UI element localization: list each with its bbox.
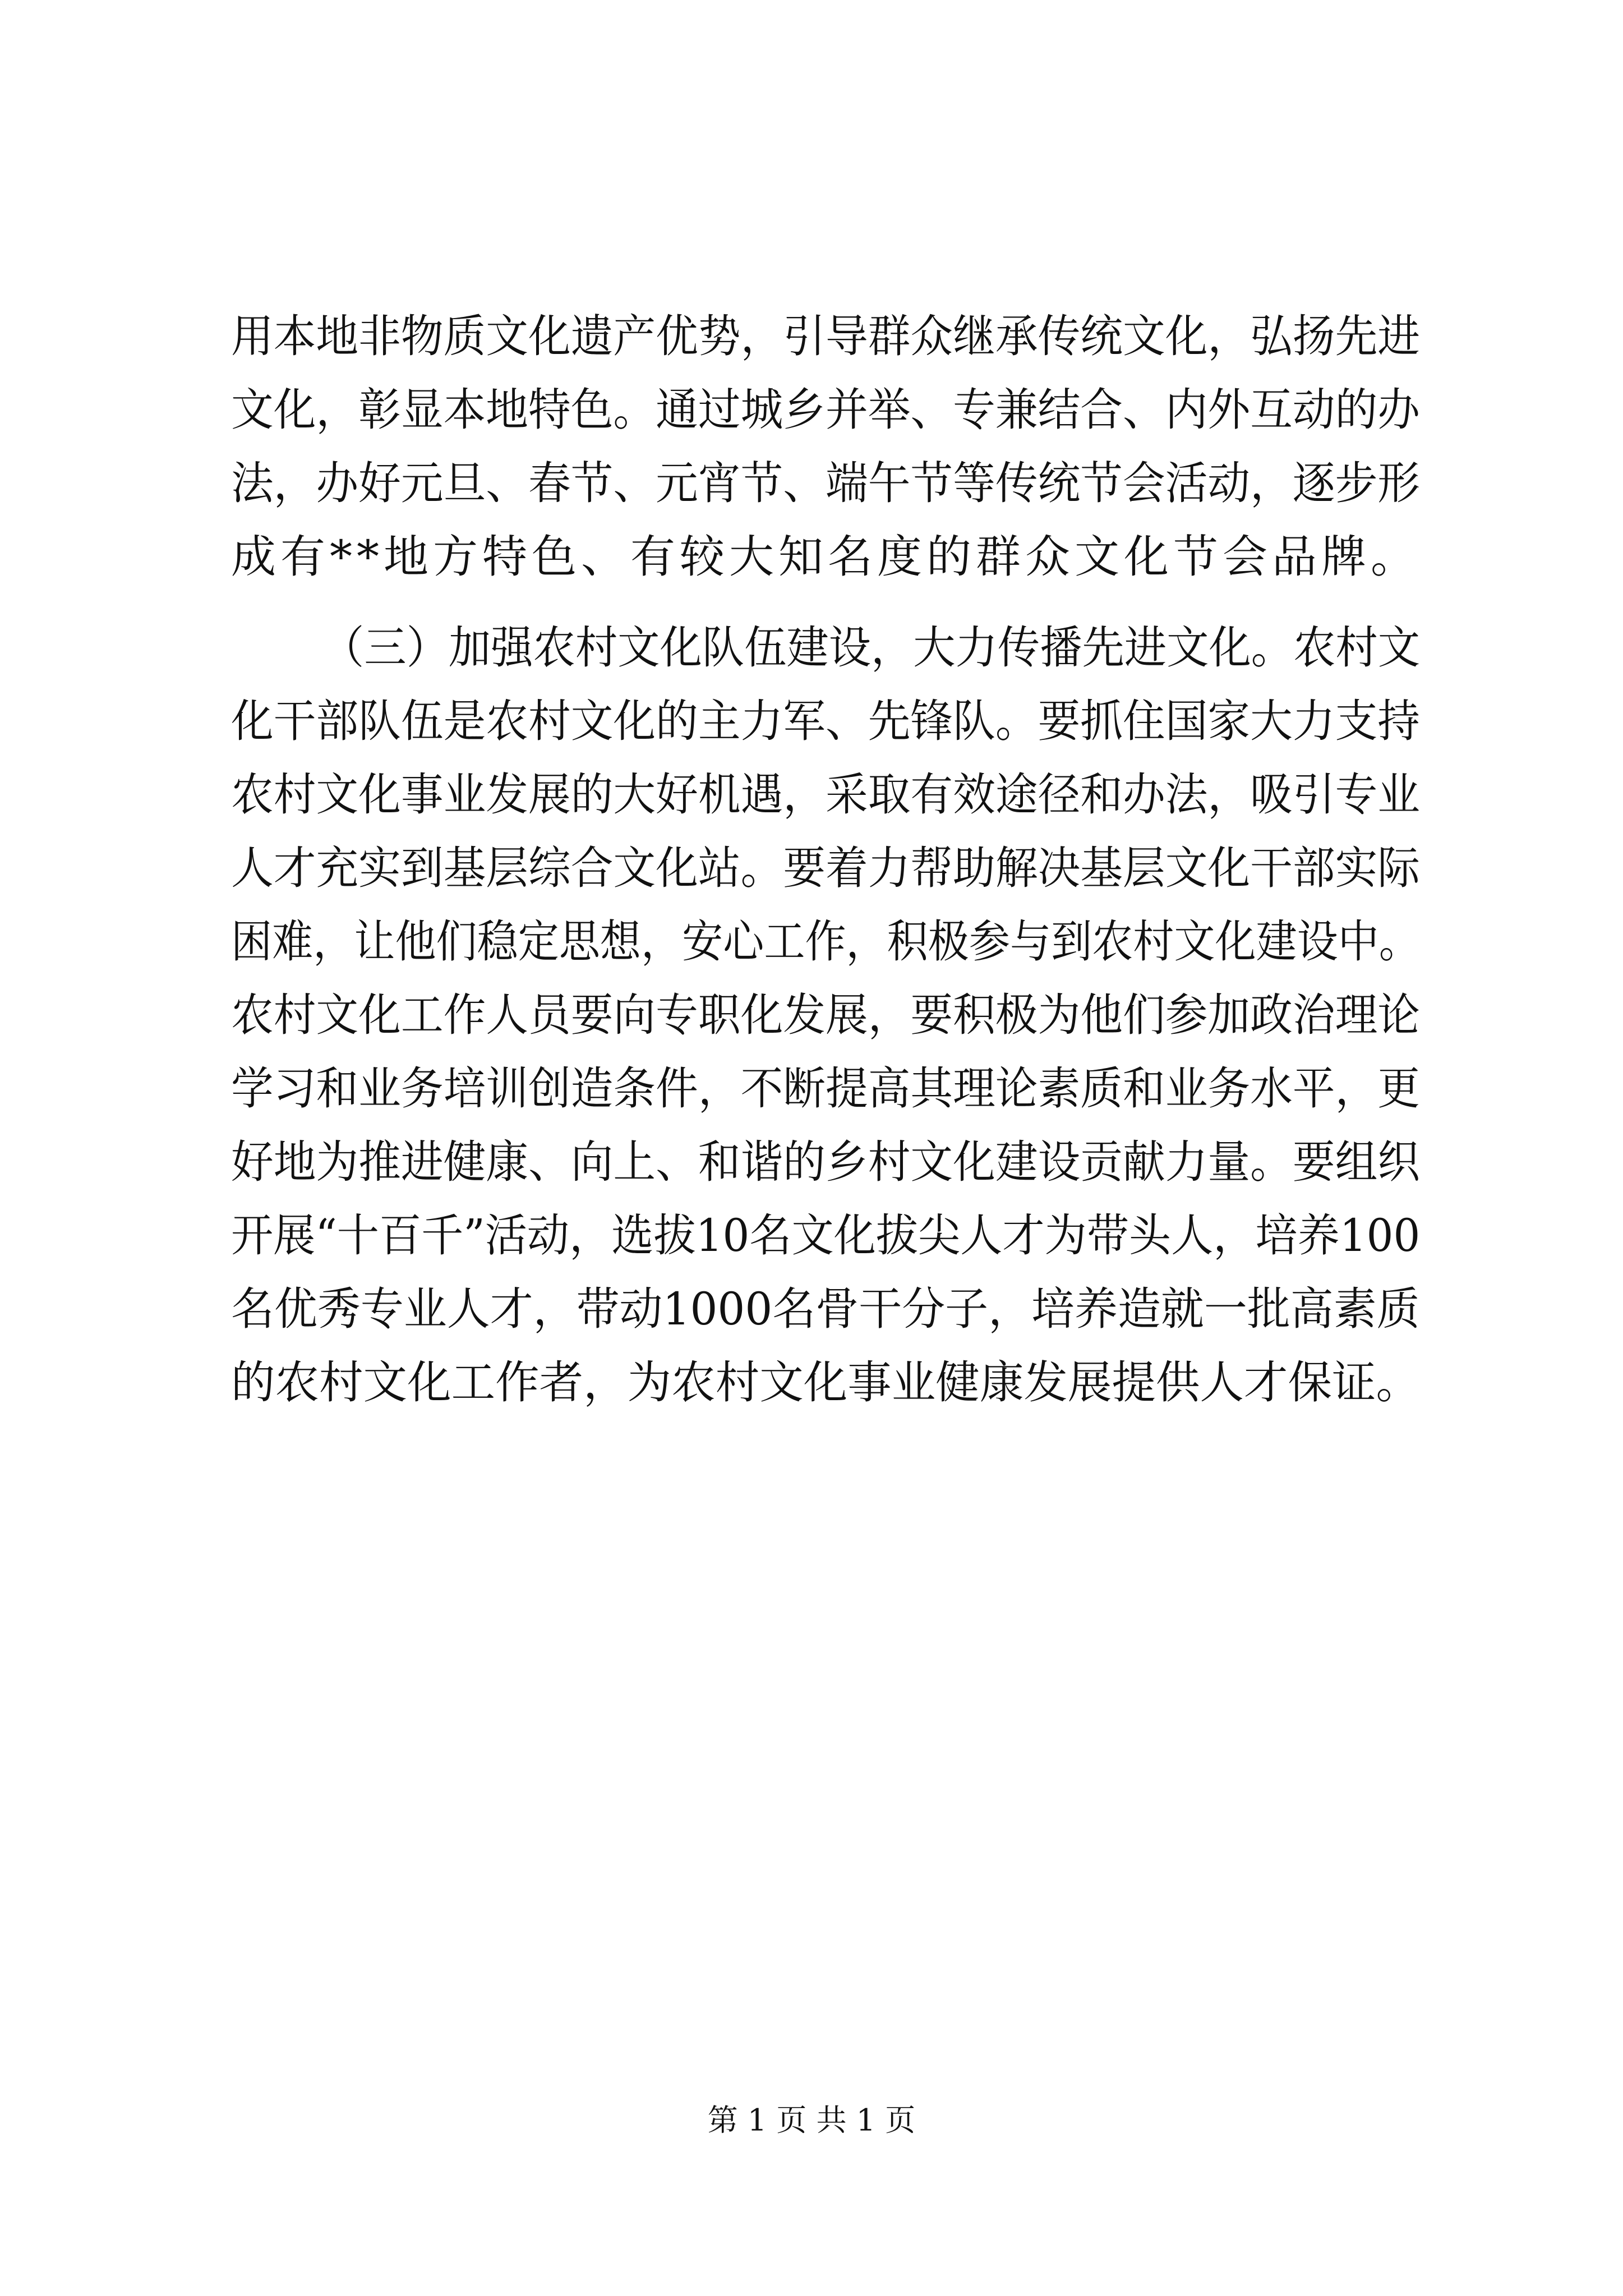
- section-heading-line: （三）加强农村文化队伍建设，大力传播先进文化。农村文: [322, 622, 1420, 674]
- text-line: 的农村文化工作者，为农村文化事业健康发展提供人才保证。: [231, 1356, 1420, 1409]
- text-line: 法，办好元旦、春节、元宵节、端午节等传统节会活动，逐步形: [231, 457, 1420, 509]
- text-line: 困难，让他们稳定思想，安心工作，积极参与到农村文化建设中。: [231, 915, 1420, 968]
- text-line: 农村文化工作人员要向专职化发展，要积极为他们参加政治理论: [231, 989, 1420, 1041]
- text-line: 用本地非物质文化遗产优势，引导群众继承传统文化，弘扬先进: [231, 310, 1420, 362]
- text-line: 文化，彰显本地特色。通过城乡并举、专兼结合、内外互动的办: [231, 384, 1420, 436]
- text-line: 开展“十百千”活动，选拔10名文化拔尖人才为带头人，培养100: [231, 1209, 1421, 1262]
- text-line: 好地为推进健康、向上、和谐的乡村文化建设贡献力量。要组织: [231, 1136, 1420, 1188]
- text-line: 人才充实到基层综合文化站。要着力帮助解决基层文化干部实际: [231, 842, 1420, 894]
- text-line: 化干部队伍是农村文化的主力军、先锋队。要抓住国家大力支持: [231, 695, 1420, 747]
- text-line: 农村文化事业发展的大好机遇，采取有效途径和办法，吸引专业: [231, 769, 1420, 821]
- text-line: 学习和业务培训创造条件，不断提高其理论素质和业务水平，更: [231, 1062, 1420, 1115]
- text-line: 成有**地方特色、有较大知名度的群众文化节会品牌。: [231, 531, 1420, 583]
- page-number-footer: 第 1 页 共 1 页: [707, 2102, 916, 2138]
- text-line: 名优秀专业人才，带动1000名骨干分子，培养造就一批高素质: [231, 1283, 1420, 1335]
